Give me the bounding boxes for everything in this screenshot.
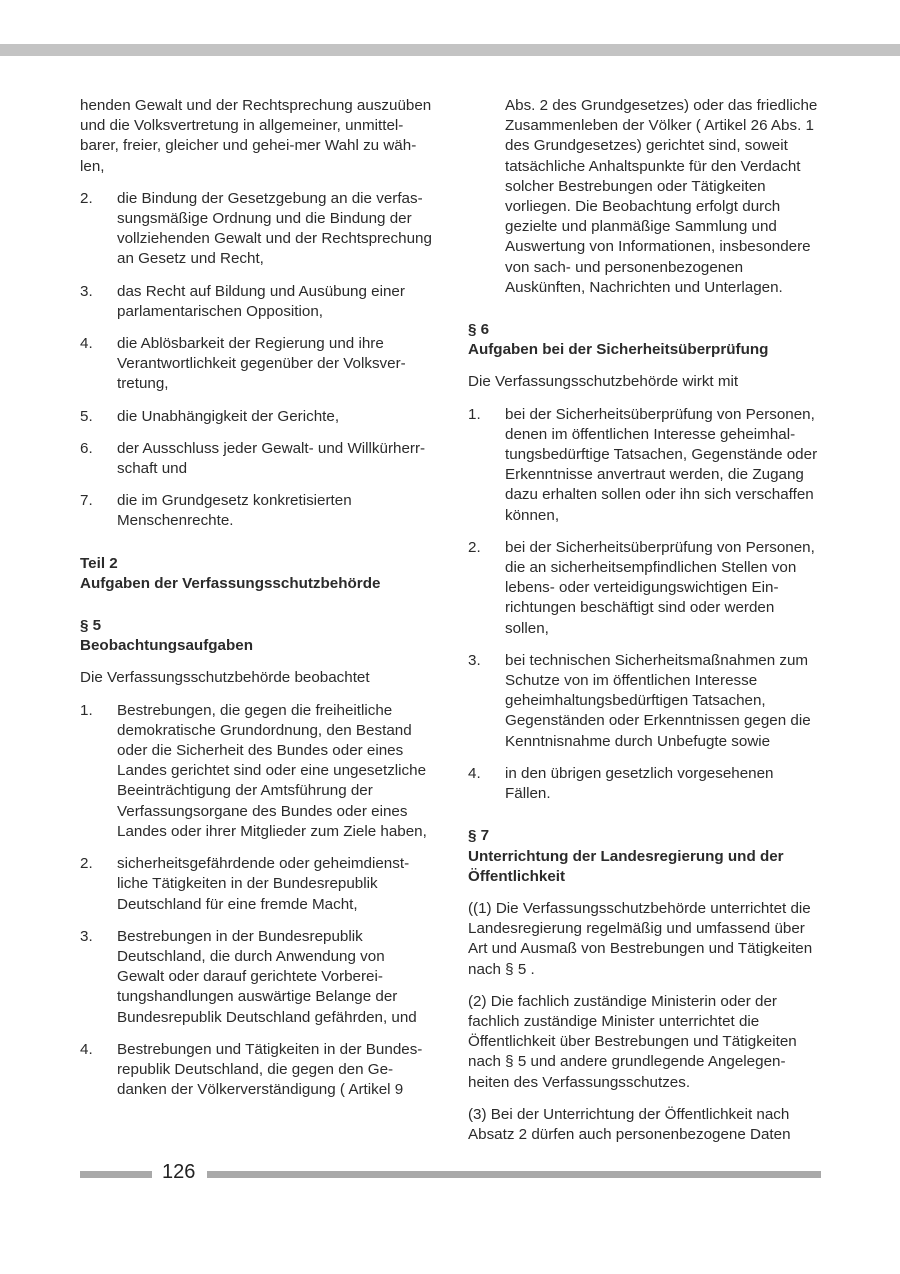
list-item: 3. bei technischen Sicherheitsmaßnahmen zum Schutze von im öffentlichen Interesse geheimhaltungsbedürftigen Tatsachen, Gegenständen oder Erkenntnissen gegen die Kenntnisnahme durch Unbefugte sowie (468, 651, 811, 750)
list-item: 2. die Bindung der Gesetzgebung an die verfas-sungsmäßige Ordnung und die Bindung der vollziehenden Gewalt und der Rechtsprechung an Gesetz und Recht, (80, 189, 432, 268)
part-title: Aufgaben der Verfassungsschutzbehörde (80, 574, 381, 592)
list-item: 1. bei der Sicherheitsüberprüfung von Personen, denen im öffentlichen Interesse geheimhal-tungsbedürftige Tatsachen, Gegenstände oder Erkenntnisse anvertraut werden, die Zugang dazu erhalten sollen oder ihn sich verschaffen können, (468, 405, 818, 524)
list-item: 2. bei der Sicherheitsüberprüfung von Personen, die an sicherheitsempfindlichen Stellen von lebens- oder verteidigungswichtigen Ein-richtungen beschäftigt sind oder werden sollen, (468, 538, 815, 637)
section-7-heading (468, 826, 822, 887)
observation-list (80, 701, 434, 1101)
left-column (80, 96, 434, 1112)
section-6-intro: Die Verfassungsschutzbehörde wirkt mit (468, 373, 739, 391)
section-6-title: Aufgaben bei der Sicherheitsüberprüfung (468, 341, 769, 359)
page-number: 126 (162, 1161, 196, 1183)
top-rule (0, 44, 900, 56)
security-check-list (468, 405, 822, 805)
section-5-label: § 5 (80, 617, 102, 635)
list-item: 3. das Recht auf Bildung und Ausübung einer parlamentarischen Opposition, (80, 282, 405, 320)
list-item: 4. Bestrebungen und Tätigkeiten in der Bundes-republik Deutschland, die gegen den Ge-danken der Völkerverständigung ( Artikel 9 (80, 1040, 423, 1099)
footer-rule-right (207, 1171, 821, 1178)
section-5-intro: Die Verfassungsschutzbehörde beobachtet (80, 669, 370, 687)
section-7-label: § 7 (468, 827, 490, 845)
list-item: 6. der Ausschluss jeder Gewalt- und Willkürherr-schaft und (80, 439, 426, 478)
list-item: 7. die im Grundgesetz konkretisierten Menschenrechte. (80, 492, 352, 530)
section-6-label: § 6 (468, 321, 490, 339)
principles-list (80, 189, 434, 532)
footer-rule-left (80, 1171, 152, 1178)
intro-paragraph: henden Gewalt und der Rechtsprechung auszuüben und die Volksvertretung in allgemeiner, unmittel-barer, freier, gleicher und gehei-mer Wahl zu wäh-len, (80, 97, 432, 175)
section-7-paragraph-1: ((1) Die Verfassungsschutzbehörde unterrichtet die Landesregierung regelmäßig und umfassend über Art und Ausmaß von Bestrebungen und Tätigkeiten nach § 5 . (468, 899, 813, 978)
section-7-paragraph-3: (3) Bei der Unterrichtung der Öffentlichkeit nach Absatz 2 dürfen auch personenbezogene Daten (468, 1105, 791, 1143)
section-7-title: Unterrichtung der Landesregierung und der Öffentlichkeit (468, 847, 784, 885)
list-item: 1. Bestrebungen, die gegen die freiheitliche demokratische Grundordnung, den Bestand oder die Sicherheit des Bundes oder eines Landes gerichtet sind oder eine ungesetzliche Beeinträchtigung der Amtsführung der Verfassungsorgane des Bundes oder eines Landes oder ihrer Mitglieder zum Ziele haben, (80, 701, 427, 840)
list-item: 4. in den übrigen gesetzlich vorgesehenen Fällen. (468, 764, 774, 803)
section-6-heading (468, 320, 822, 360)
section-5-heading (80, 616, 434, 656)
section-5-title: Beobachtungsaufgaben (80, 637, 253, 655)
list-item: 5. die Unabhängigkeit der Gerichte, (80, 407, 340, 425)
list-item: 2. sicherheitsgefährdende oder geheimdienst-liche Tätigkeiten in der Bundesrepublik Deutschland für eine fremde Macht, (80, 855, 410, 913)
right-column (468, 96, 822, 1157)
part-label: Teil 2 (80, 554, 118, 572)
section-7-paragraph-2: (2) Die fachlich zuständige Ministerin oder der fachlich zuständige Minister unterrichtet die Öffentlichkeit über Bestrebungen und Tätigkeiten nach § 5 und andere grundlegende Angelegen-heiten des Verfassungsschutzes. (468, 992, 797, 1091)
part-heading (80, 554, 434, 594)
list-item: 4. die Ablösbarkeit der Regierung und ihre Verantwortlichkeit gegenüber der Volksver-tretung, (80, 335, 406, 393)
continued-list-text: Abs. 2 des Grundgesetzes) oder das friedliche Zusammenleben der Völker ( Artikel 26 Abs. 1 des Grundgesetzes) gerichtet sind, soweit tatsächliche Anhaltspunkte für den Verdacht solcher Bestrebungen oder Tätigkeiten vorliegen. Die Beobachtung erfolgt durch gezielte und planmäßige Sammlung und Auswertung von Informationen, insbesondere von sach- und personenbezogenen Auskünften, Nachrichten und Unterlagen. (505, 97, 818, 296)
list-item: 3. Bestrebungen in der Bundesrepublik Deutschland, die durch Anwendung von Gewalt oder darauf gerichtete Vorberei-tungshandlungen auswärtige Belange der Bundesrepublik Deutschland gefährden, und (80, 927, 417, 1026)
